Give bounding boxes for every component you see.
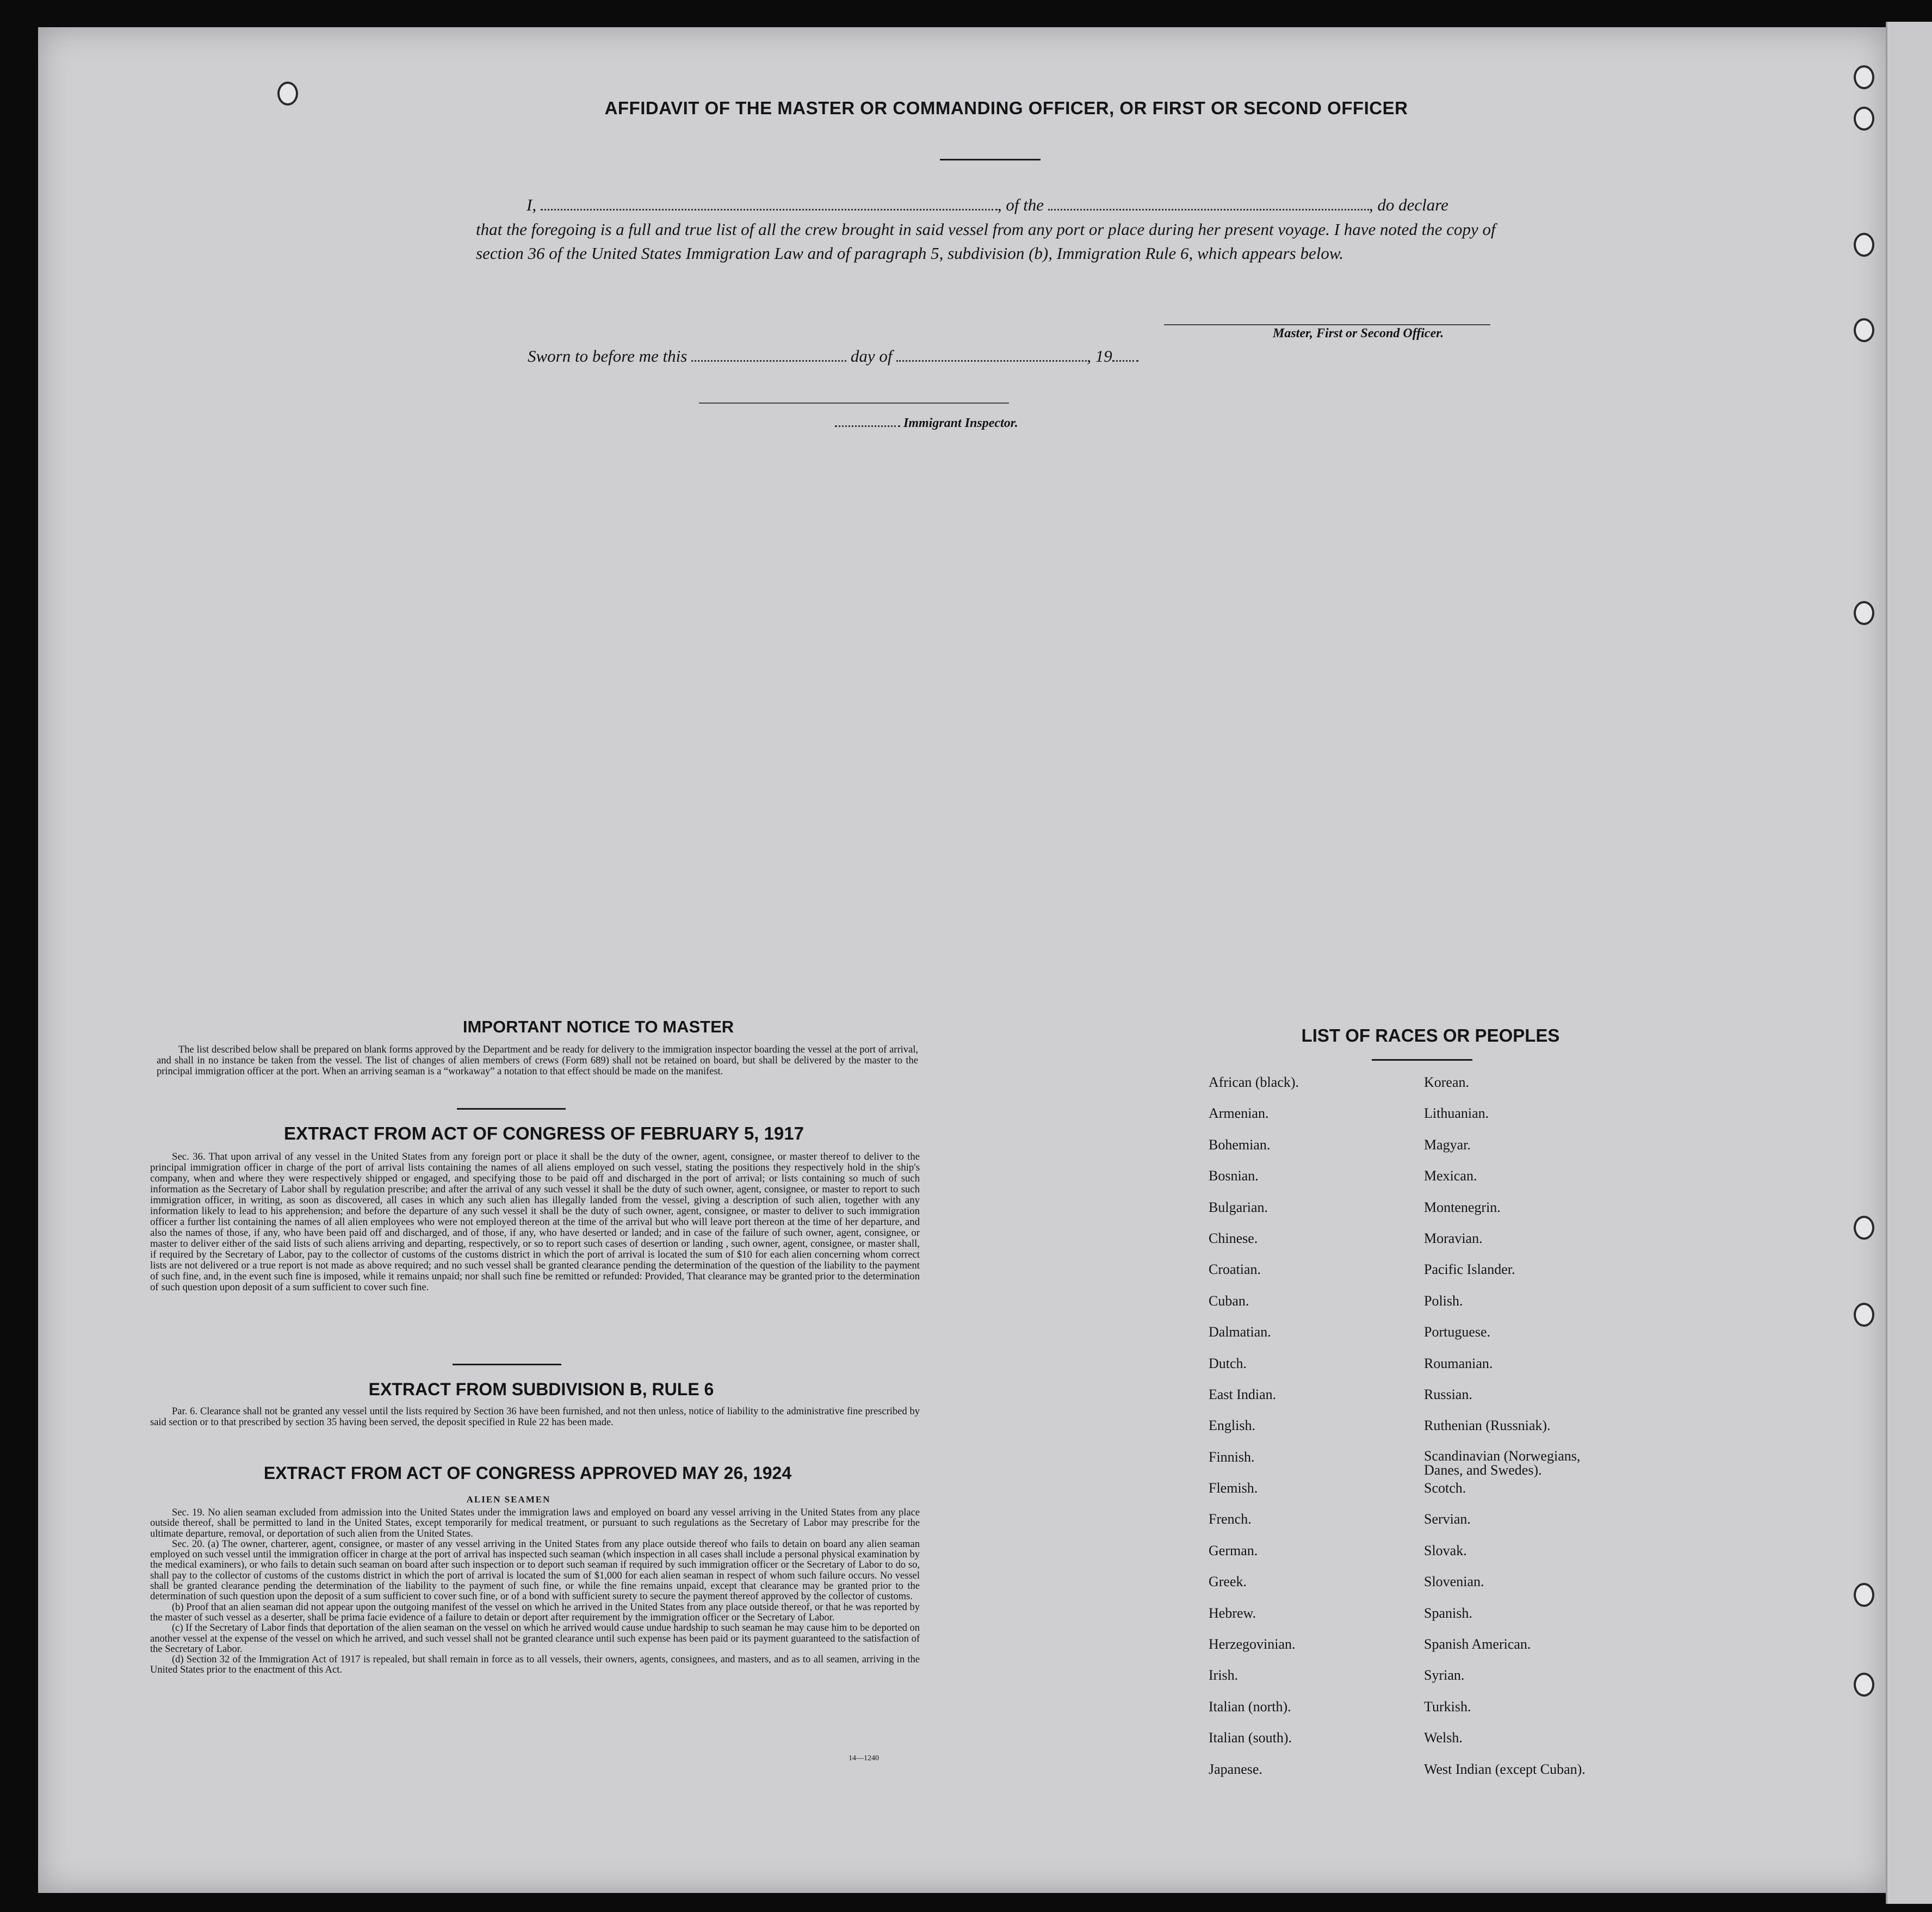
title-rule bbox=[940, 159, 1041, 160]
punch-hole bbox=[1854, 601, 1874, 625]
extract-rule6-text bbox=[150, 1406, 920, 1428]
race-item: Turkish. bbox=[1424, 1698, 1471, 1715]
race-item: Mexican. bbox=[1424, 1168, 1477, 1184]
sworn-line bbox=[528, 346, 1138, 366]
race-item: Servian. bbox=[1424, 1511, 1471, 1527]
inspector-dots bbox=[835, 418, 900, 427]
race-item: Scotch. bbox=[1424, 1480, 1466, 1496]
affidavit-paragraph: that the foregoing is a full and true list of all the crew brought in said vessel from any port or place during her present voyage. I have noted the copy of section 36 of the United States Immigration Law and of paragraph 5, subdivision (b), Immigration Rule 6, which appears below. bbox=[476, 220, 1496, 263]
extract-1924-text bbox=[150, 1508, 920, 1676]
affidavit-title: AFFIDAVIT OF THE MASTER OR COMMANDING OFFICER, OR FIRST OR SECOND OFFICER bbox=[604, 98, 1408, 118]
race-item: Japanese. bbox=[1209, 1761, 1262, 1777]
sec-20b-paragraph: (b) Proof that an alien seaman did not appear upon the outgoing manifest of the vessel on which he arrived in the United States from any place outside thereof, or that he was reported by the master of such vessel as a deserter, shall be prima facie evidence of a failure to detain or deport after requirement by the immigration officer or the Secretary of Labor. bbox=[150, 1601, 920, 1623]
race-item: Italian (south). bbox=[1209, 1730, 1292, 1746]
notice-paragraph: The list described below shall be prepared on blank forms approved by the Department and be ready for delivery to the immigration inspector boarding the vessel at the port of arrival, and shall in no instance be taken from the vessel. The list of changes of alien members of crews (Form 689) shall not be retained on board, but shall be delivered by the master to the principal immigration officer at the port. When an arriving seaman is a “workaway” a notation to that effect should be made on the manifest. bbox=[157, 1044, 918, 1077]
race-item: Pacific Islander. bbox=[1424, 1261, 1515, 1278]
race-item: Slovenian. bbox=[1424, 1574, 1484, 1590]
vessel-blank[interactable] bbox=[1048, 195, 1369, 211]
race-item: Moravian. bbox=[1424, 1230, 1483, 1246]
race-item: Slovak. bbox=[1424, 1542, 1467, 1558]
sec-20a-paragraph: Sec. 20. (a) The owner, charterer, agent, consignee, or master of any vessel arriving in the United States from any place outside thereof who fails to detain on board any alien seaman employed on such vessel until the immigration officer in charge at the port of arrival has inspected such seaman (which inspection in all cases shall include a personal physical examination by the medical examiners), or who fails to detain such seaman on board after such inspection or to deport such seaman if required by such immigration officer or the Secretary of Labor to do so, shall pay to the collector of customs of the customs district in which the port of arrival is located the sum of $1,000 for each alien seaman in respect of whom such failure occurs. No vessel shall be granted clearance pending the determination of the liability to the payment of such fine, or while the fine remains unpaid, except that clearance may be granted prior to the determination of such question upon the deposit of a sum sufficient to cover such fine, or of a bond with sufficient surety to secure the payment thereof approved by the collector of customs. bbox=[150, 1538, 920, 1602]
notice-text bbox=[157, 1044, 918, 1077]
race-item: Finnish. bbox=[1209, 1449, 1255, 1465]
race-item: Herzegovinian. bbox=[1209, 1636, 1296, 1653]
race-item: Greek. bbox=[1209, 1574, 1247, 1590]
affidavit-declaration-line bbox=[527, 195, 1448, 215]
race-item: East Indian. bbox=[1209, 1386, 1277, 1402]
sworn-mid: day of bbox=[850, 346, 893, 366]
sworn-month-blank[interactable] bbox=[896, 346, 1087, 362]
par-6-paragraph: Par. 6. Clearance shall not be granted any vessel until the lists required by Section 36 have been furnished, and not then unless, notice of liability to the administrative fine prescribed by said section or to that prescribed by section 35 having been served, the deposit specified in Rule 22 has been made. bbox=[150, 1406, 920, 1428]
extract-1924-title: EXTRACT FROM ACT OF CONGRESS APPROVED MAY 26, 1924 bbox=[263, 1463, 792, 1483]
race-item: Chinese. bbox=[1209, 1230, 1258, 1246]
declaration-prefix: I, bbox=[527, 195, 537, 214]
race-item: Korean. bbox=[1424, 1074, 1470, 1090]
page-edge-strip bbox=[1886, 22, 1932, 1904]
race-item: African (black). bbox=[1209, 1074, 1299, 1090]
race-item: Montenegrin. bbox=[1424, 1199, 1501, 1215]
race-item: German. bbox=[1209, 1542, 1258, 1558]
race-item: Croatian. bbox=[1209, 1261, 1261, 1278]
race-item: French. bbox=[1209, 1511, 1252, 1527]
race-item: Bosnian. bbox=[1209, 1168, 1259, 1184]
race-item: Dutch. bbox=[1209, 1355, 1247, 1371]
race-item: Polish. bbox=[1424, 1292, 1463, 1309]
race-item: Syrian. bbox=[1424, 1667, 1465, 1684]
name-blank[interactable] bbox=[541, 195, 998, 211]
race-item: Spanish. bbox=[1424, 1605, 1472, 1621]
races-left-column bbox=[1209, 1074, 1299, 1792]
race-item: Flemish. bbox=[1209, 1480, 1258, 1496]
punch-hole bbox=[1854, 1303, 1874, 1327]
inspector-label: Immigrant Inspector. bbox=[903, 416, 1018, 430]
race-item: Irish. bbox=[1209, 1667, 1239, 1684]
declaration-mid: , of the bbox=[997, 195, 1044, 214]
races-right-column bbox=[1424, 1074, 1620, 1792]
sec-20c-paragraph: (c) If the Secretary of Labor finds that deportation of the alien seaman on the vessel on which he arrived would cause undue hardship to such seaman he may cause him to be deported on another vessel at the expense of the vessel on which he arrived, and such vessel shall not be granted clearance until such expense has been paid or its payment guaranteed to the satisfaction of the Secretary of Labor. bbox=[150, 1623, 920, 1655]
race-item: West Indian (except Cuban). bbox=[1424, 1761, 1586, 1777]
race-item: Bulgarian. bbox=[1209, 1199, 1268, 1215]
race-item: Magyar. bbox=[1424, 1136, 1471, 1153]
race-item: Italian (north). bbox=[1209, 1698, 1291, 1715]
punch-hole bbox=[1854, 1673, 1874, 1697]
sworn-suffix: , 19 bbox=[1087, 346, 1112, 366]
sec-36-paragraph: Sec. 36. That upon arrival of any vessel in the United States from any foreign port or place it shall be the duty of the owner, agent, consignee, or master thereof to deliver to the principal immigration officer in charge of the port of arrival lists containing the names of all aliens employed on such vessel, stating the positions they respectively hold in the ship's company, when and where they were respectively shipped or engaged, and specifying those to be paid off and discharged in the port of arrival; or lists containing so much of such information as the Secretary of Labor shall by regulation prescribe; and after the arrival of any such vessel it shall be the duty of such owner, agent, consignee, or master to report to such immigration officer, in writing, as soon as discovered, all cases in which any such alien has illegally landed from the vessel, giving a description of such alien, together with any information likely to lead to his apprehension; and before the departure of any such vessel it shall be the duty of such owner, agent, consignee, or master to deliver to such immigration officer a further list containing the names of all alien employees who were not employed thereon at the time of the arrival but who will leave port thereon at the time of her departure, and also the names of those, if any, who have been paid off and discharged, and of those, if any, who have deserted or landed; and in case of the failure of such owner, agent, consignee, or master to deliver either of the said lists of such aliens arriving and departing, respectively, or so to report such cases of desertion or landing , such owner, agent, consignee, or master shall, if required by the Secretary of Labor, pay to the collector of customs of the customs district in which the port of arrival is located the sum of $10 for each alien concerning whom correct lists are not delivered or a true report is not made as above required; and no such vessel shall be granted clearance pending the determination of the question of the liability to the payment of such fine, and, in the event such fine is imposed, while it remains unpaid; nor shall such fine be remitted or refunded: Provided, That clearance may be granted prior to the determination of such question upon deposit of a sum sufficient to cover such fine. bbox=[150, 1151, 920, 1293]
race-item: Ruthenian (Russniak). bbox=[1424, 1418, 1551, 1434]
race-item: Spanish American. bbox=[1424, 1636, 1531, 1653]
race-item: English. bbox=[1209, 1418, 1255, 1434]
alien-seamen-subtitle: ALIEN SEAMEN bbox=[466, 1494, 551, 1505]
sworn-year-blank[interactable] bbox=[1112, 346, 1138, 362]
sec-19-paragraph: Sec. 19. No alien seaman excluded from admission into the United States under the immigration laws and employed on board any vessel arriving in the United States from any place outside thereof, shall be permitted to land in the United States, except temporarily for medical treatment, or pursuant to such regulations as the Secretary of Labor may prescribe for the ultimate departure, removal, or deportation of such alien from the United States. bbox=[150, 1507, 920, 1539]
race-item: Scandinavian (Norwegians, Danes, and Swedes). bbox=[1424, 1447, 1581, 1478]
punch-hole bbox=[277, 82, 298, 106]
declaration-suffix: , do declare bbox=[1369, 195, 1448, 214]
sworn-prefix: Sworn to before me this bbox=[528, 346, 688, 366]
race-item: Lithuanian. bbox=[1424, 1105, 1489, 1122]
inspector-signature-label bbox=[835, 416, 1018, 431]
punch-hole bbox=[1854, 233, 1874, 257]
sworn-day-blank[interactable] bbox=[691, 346, 846, 362]
race-item: Bohemian. bbox=[1209, 1136, 1271, 1153]
race-item: Hebrew. bbox=[1209, 1605, 1256, 1621]
extract-rule6-title: EXTRACT FROM SUBDIVISION B, RULE 6 bbox=[368, 1379, 714, 1399]
notice-title: IMPORTANT NOTICE TO MASTER bbox=[462, 1017, 734, 1036]
races-title: LIST OF RACES OR PEOPLES bbox=[1301, 1025, 1560, 1045]
punch-hole bbox=[1854, 1216, 1874, 1240]
race-item: Cuban. bbox=[1209, 1292, 1249, 1309]
notice-rule bbox=[457, 1108, 566, 1110]
race-item: Russian. bbox=[1424, 1386, 1472, 1402]
extract-1917-text bbox=[150, 1152, 920, 1293]
master-signature-line bbox=[1164, 324, 1490, 325]
inspector-signature-line bbox=[699, 403, 1009, 404]
extract-1917-rule bbox=[453, 1364, 561, 1365]
race-item: Armenian. bbox=[1209, 1105, 1269, 1122]
punch-hole bbox=[1854, 107, 1874, 131]
punch-hole bbox=[1854, 1583, 1874, 1607]
race-item: Portuguese. bbox=[1424, 1324, 1491, 1340]
master-signature-label: Master, First or Second Officer. bbox=[1273, 326, 1444, 341]
punch-hole bbox=[1854, 65, 1874, 89]
extract-1917-title: EXTRACT FROM ACT OF CONGRESS OF FEBRUARY 5, 1917 bbox=[284, 1123, 804, 1143]
race-item: Welsh. bbox=[1424, 1730, 1463, 1746]
races-rule bbox=[1372, 1059, 1472, 1061]
form-number: 14—1240 bbox=[849, 1754, 879, 1762]
race-item: Dalmatian. bbox=[1209, 1324, 1271, 1340]
race-item: Roumanian. bbox=[1424, 1355, 1493, 1371]
sec-20d-paragraph: (d) Section 32 of the Immigration Act of 1917 is repealed, but shall remain in force as to all vessels, their owners, agents, consignees, and masters, and as to all seamen, arriving in the United States prior to the enactment of this Act. bbox=[150, 1654, 920, 1676]
punch-hole bbox=[1854, 318, 1874, 342]
